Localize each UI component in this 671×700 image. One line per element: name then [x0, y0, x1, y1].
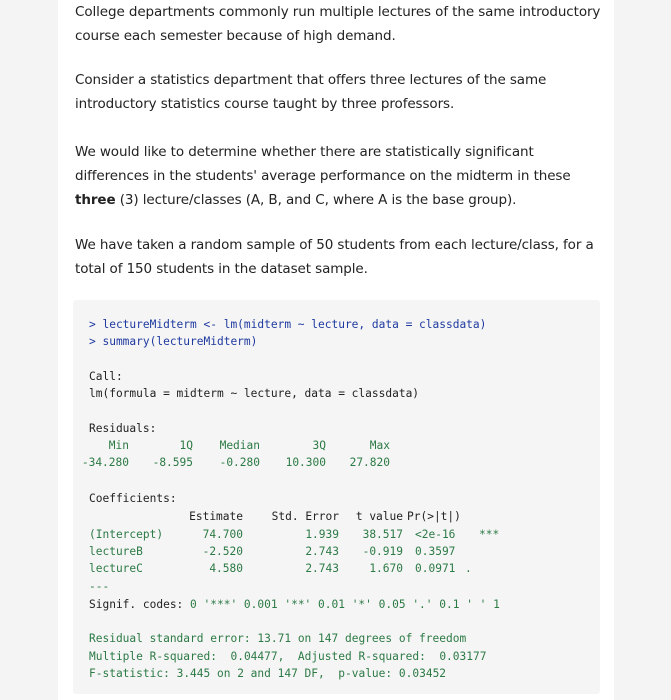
r-command-1: > lectureMidterm <- lm(midterm ~ lecture, data = classdata) — [89, 318, 487, 331]
residuals-value-max: 27.820 — [349, 456, 390, 469]
residual-se-label: Residual standard error: — [89, 632, 251, 645]
r-squared-line — [89, 650, 486, 664]
coef-row-intercept-sig: *** — [479, 528, 500, 541]
coef-row-lecturec-p: 0.0971 — [415, 562, 456, 575]
paragraph-4: We have taken a random sample of 50 students from each lecture/class, for a total of 150 students in the dataset sample. — [75, 237, 594, 277]
coef-row-intercept-p: <2e-16 — [415, 528, 456, 541]
coef-row-intercept-estimate: 74.700 — [202, 528, 243, 541]
coefficients-label: Coefficients: — [89, 492, 177, 505]
multiple-r2-label: Multiple R-squared: — [89, 650, 217, 663]
coef-row-lecturec-se: 2.743 — [305, 562, 339, 575]
adjusted-r2-value: 0.03177 — [439, 650, 487, 663]
residuals-value-3q: 10.300 — [285, 456, 326, 469]
residual-se-value: 13.71 on 147 degrees of freedom — [257, 632, 467, 645]
signif-codes-line — [89, 598, 500, 612]
paragraph-2: Consider a statistics department that offers three lectures of the same introductory statistics course taught by three professors. — [75, 72, 547, 112]
residuals-header-1q: 1Q — [179, 439, 193, 452]
content-card — [58, 0, 614, 700]
call-formula: lm(formula = midterm ~ lecture, data = classdata) — [89, 387, 420, 400]
coef-row-intercept-name: (Intercept) — [89, 528, 164, 541]
r-output-block — [73, 300, 600, 694]
multiple-r2-value: 0.04477, — [230, 650, 285, 663]
coef-header-estimate: Estimate — [189, 510, 243, 523]
adjusted-r2-label: Adjusted R-squared: — [297, 650, 426, 663]
coef-row-lectureb-name: lectureB — [89, 545, 143, 558]
residual-se-line — [89, 632, 466, 646]
coef-row-lectureb-p: 0.3597 — [415, 545, 456, 558]
call-label: Call: — [89, 370, 123, 383]
residuals-value-1q: -8.595 — [152, 456, 193, 469]
residuals-value-min: -34.280 — [81, 456, 129, 469]
residuals-label: Residuals: — [89, 422, 157, 435]
coef-header-t-value: t value — [355, 510, 403, 523]
residuals-header-3q: 3Q — [312, 439, 326, 452]
f-statistic-value: 3.445 on 2 and 147 DF, — [176, 667, 325, 680]
coef-row-intercept-t: 38.517 — [362, 528, 403, 541]
residuals-header-min: Min — [108, 439, 129, 452]
signif-codes-values: 0 '***' 0.001 '**' 0.01 '*' 0.05 '.' 0.1 ' ' 1 — [190, 598, 500, 611]
coef-header-p-value: Pr(>|t|) — [407, 510, 461, 523]
paragraph-3-bold: three — [75, 192, 116, 208]
f-statistic-label: F-statistic: — [89, 667, 170, 680]
p-value-label: p-value: — [338, 667, 393, 680]
coef-row-intercept-se: 1.939 — [305, 528, 339, 541]
coef-row-lecturec-estimate: 4.580 — [209, 562, 243, 575]
coef-header-std-error: Std. Error — [271, 510, 339, 523]
paragraph-3 — [75, 140, 610, 212]
signif-codes-label: Signif. codes: — [89, 598, 184, 611]
paragraph-3-end: (3) lecture/classes (A, B, and C, where A is the base group). — [115, 192, 517, 208]
p-value-value: 0.03452 — [398, 667, 447, 680]
f-statistic-line — [89, 667, 446, 681]
paragraph-3-start: We would like to determine whether there are statistically significant differences in the students' average performance on the midterm in these — [75, 144, 571, 184]
residuals-value-median: -0.280 — [219, 456, 260, 469]
coef-row-lectureb-se: 2.743 — [305, 545, 339, 558]
coef-row-lecturec-t: 1.670 — [369, 562, 403, 575]
separator-line: --- — [89, 580, 110, 593]
residuals-header-median: Median — [219, 439, 260, 452]
paragraph-1: College departments commonly run multiple lectures of the same introductory course each semester because of high demand. — [75, 4, 601, 44]
r-command-2: > summary(lectureMidterm) — [89, 335, 258, 348]
residuals-header-max: Max — [369, 439, 390, 452]
coef-row-lectureb-estimate: -2.520 — [202, 545, 243, 558]
coef-row-lectureb-t: -0.919 — [362, 545, 403, 558]
coef-row-lecturec-sig: . — [465, 562, 472, 575]
coef-row-lecturec-name: lectureC — [89, 562, 143, 575]
